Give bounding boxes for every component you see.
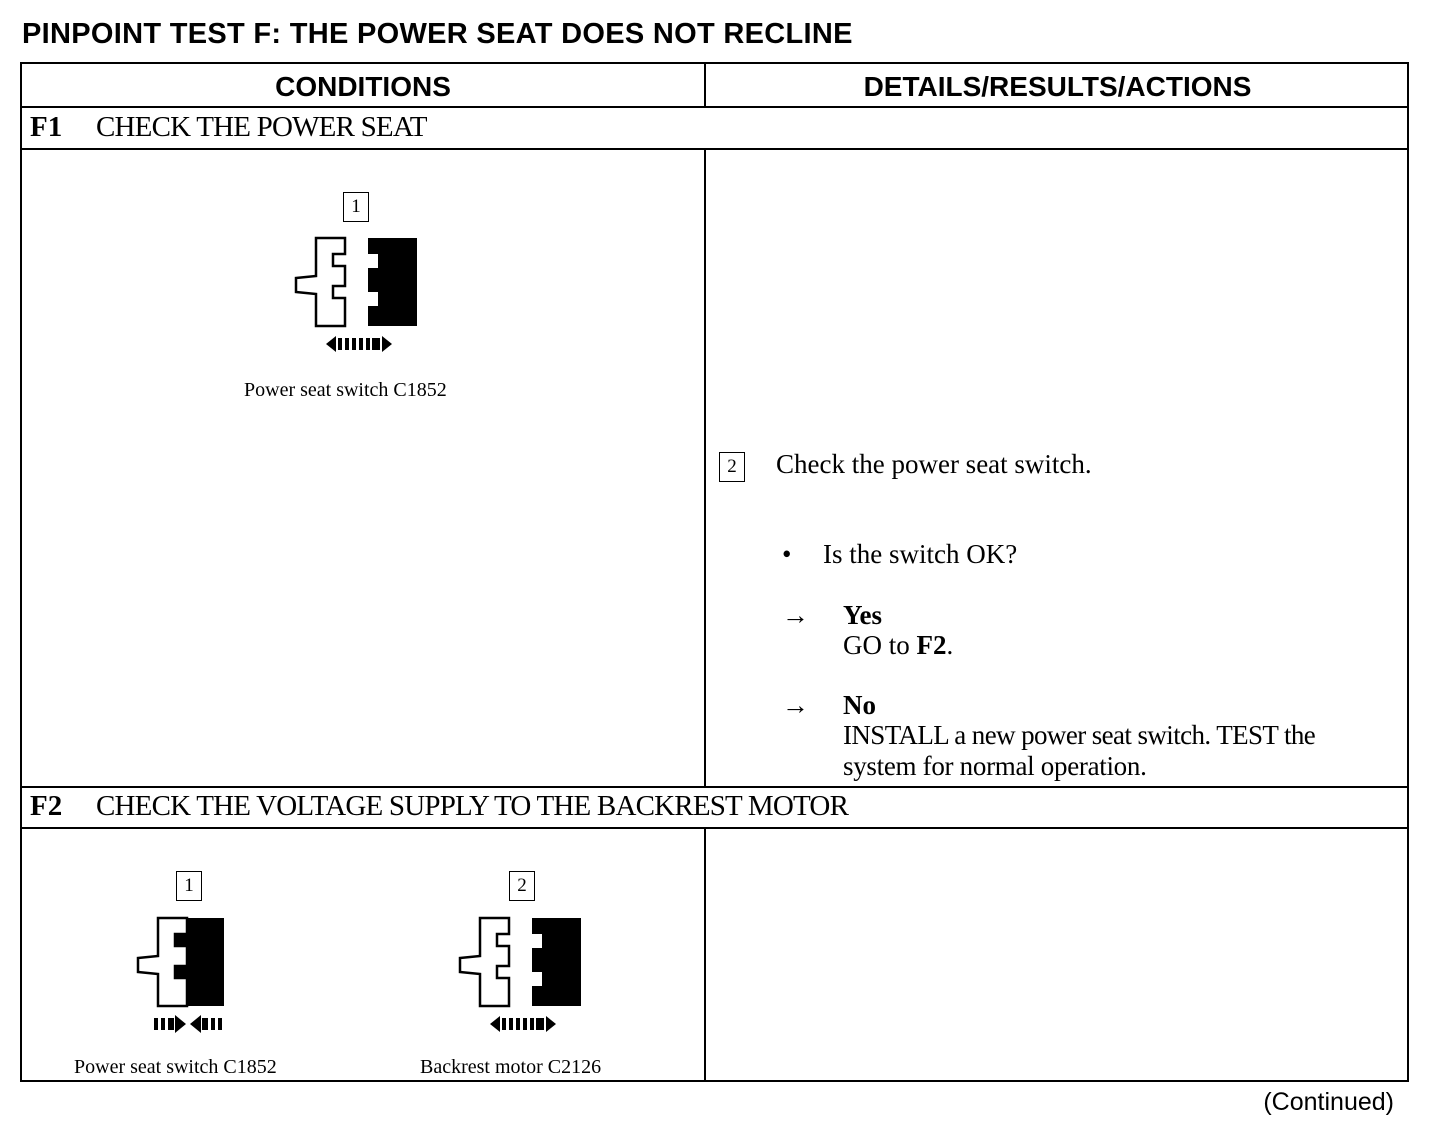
yes-action-prefix: GO to <box>843 630 917 660</box>
f1-heading-divider <box>22 148 1407 150</box>
yes-label: Yes <box>843 600 882 630</box>
f1-question: Is the switch OK? <box>823 539 1018 569</box>
f2-heading-divider <box>22 827 1407 829</box>
step-f2-heading <box>30 790 848 823</box>
no-label: No <box>843 690 876 720</box>
continued-note: (Continued) <box>1263 1088 1394 1116</box>
conditions-header: CONDITIONS <box>275 71 451 102</box>
no-action-line2: system for normal operation. <box>843 751 1147 781</box>
f2-figure2-callout: 2 <box>509 871 535 901</box>
pinpoint-test-table <box>20 62 1409 1082</box>
f1-figure-caption: Power seat switch C1852 <box>244 379 447 401</box>
yes-action-suffix: . <box>946 630 954 660</box>
f2-heading-top-divider <box>22 786 1407 788</box>
step-f2-title: CHECK THE VOLTAGE SUPPLY TO THE BACKREST MOTOR <box>96 790 849 822</box>
step-f1-id: F1 <box>30 111 63 143</box>
yes-arrow-icon: → <box>782 600 809 630</box>
yes-action-target-link[interactable]: F2 <box>916 630 947 660</box>
column-divider-f2 <box>704 827 706 1082</box>
no-arrow-icon: → <box>782 690 809 720</box>
step-f1-title: CHECK THE POWER SEAT <box>96 111 427 143</box>
no-action-line1: INSTALL a new power seat switch. TEST the <box>843 720 1316 750</box>
step-f1-heading <box>30 111 427 144</box>
connector-pair-icon <box>454 916 584 1041</box>
connector-pair-icon <box>132 916 262 1041</box>
f1-figure-callout: 1 <box>343 192 369 222</box>
details-header: DETAILS/RESULTS/ACTIONS <box>863 71 1252 102</box>
f1-instruction: Check the power seat switch. <box>776 449 1092 479</box>
step-f2-id: F2 <box>30 790 63 822</box>
f2-figure2-caption: Backrest motor C2126 <box>420 1056 602 1078</box>
connector-pair-icon <box>290 236 420 361</box>
question-bullet: • <box>782 539 792 569</box>
header-divider <box>22 106 1407 108</box>
page-title: PINPOINT TEST F: THE POWER SEAT DOES NOT RECLINE <box>22 18 853 50</box>
column-divider-f1 <box>704 148 706 788</box>
f2-figure1-caption: Power seat switch C1852 <box>74 1056 277 1078</box>
yes-action <box>843 630 953 661</box>
f1-detail-callout: 2 <box>719 452 745 482</box>
f2-figure1-callout: 1 <box>176 871 202 901</box>
